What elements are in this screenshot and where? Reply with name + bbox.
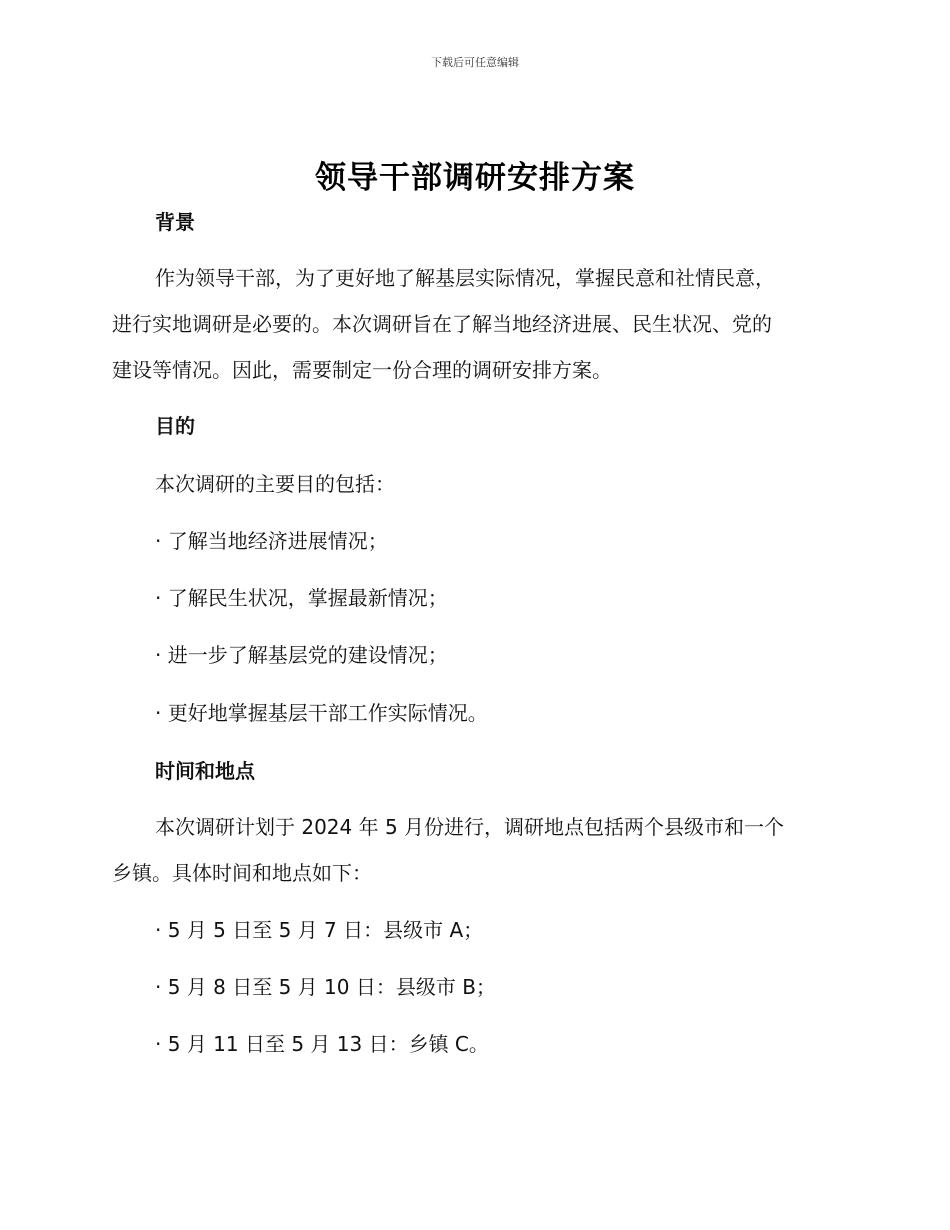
list-item: · 5 月 11 日至 5 月 13 日：乡镇 C。 bbox=[155, 1032, 489, 1056]
list-item: · 5 月 5 日至 5 月 7 日：县级市 A； bbox=[155, 918, 484, 942]
page-header-note: 下载后可任意编辑 bbox=[431, 56, 519, 69]
list-item: · 了解当地经济进展情况； bbox=[155, 529, 388, 553]
purpose-intro: 本次调研的主要目的包括： bbox=[155, 472, 395, 496]
list-item: · 更好地掌握基层干部工作实际情况。 bbox=[155, 701, 488, 725]
list-item: · 5 月 8 日至 5 月 10 日：县级市 B； bbox=[155, 975, 496, 999]
paragraph-line: 乡镇。具体时间和地点如下： bbox=[112, 861, 372, 885]
section-heading-purpose: 目的 bbox=[155, 414, 195, 438]
paragraph-line: 进行实地调研是必要的。本次调研旨在了解当地经济进展、民生状况、党的 bbox=[112, 312, 772, 336]
section-heading-background: 背景 bbox=[155, 210, 195, 234]
time-place-paragraph bbox=[112, 804, 784, 896]
paragraph-line: 本次调研计划于 2024 年 5 月份进行，调研地点包括两个县级市和一个 bbox=[155, 815, 785, 839]
paragraph-line: 建设等情况。因此，需要制定一份合理的调研安排方案。 bbox=[112, 358, 612, 382]
paragraph-line: 作为领导干部，为了更好地了解基层实际情况，掌握民意和社情民意， bbox=[155, 266, 775, 290]
document-title: 领导干部调研安排方案 bbox=[315, 160, 635, 196]
section-heading-time-place: 时间和地点 bbox=[155, 759, 255, 783]
background-paragraph bbox=[112, 255, 775, 393]
list-item: · 进一步了解基层党的建设情况； bbox=[155, 643, 448, 667]
list-item: · 了解民生状况，掌握最新情况； bbox=[155, 586, 448, 610]
